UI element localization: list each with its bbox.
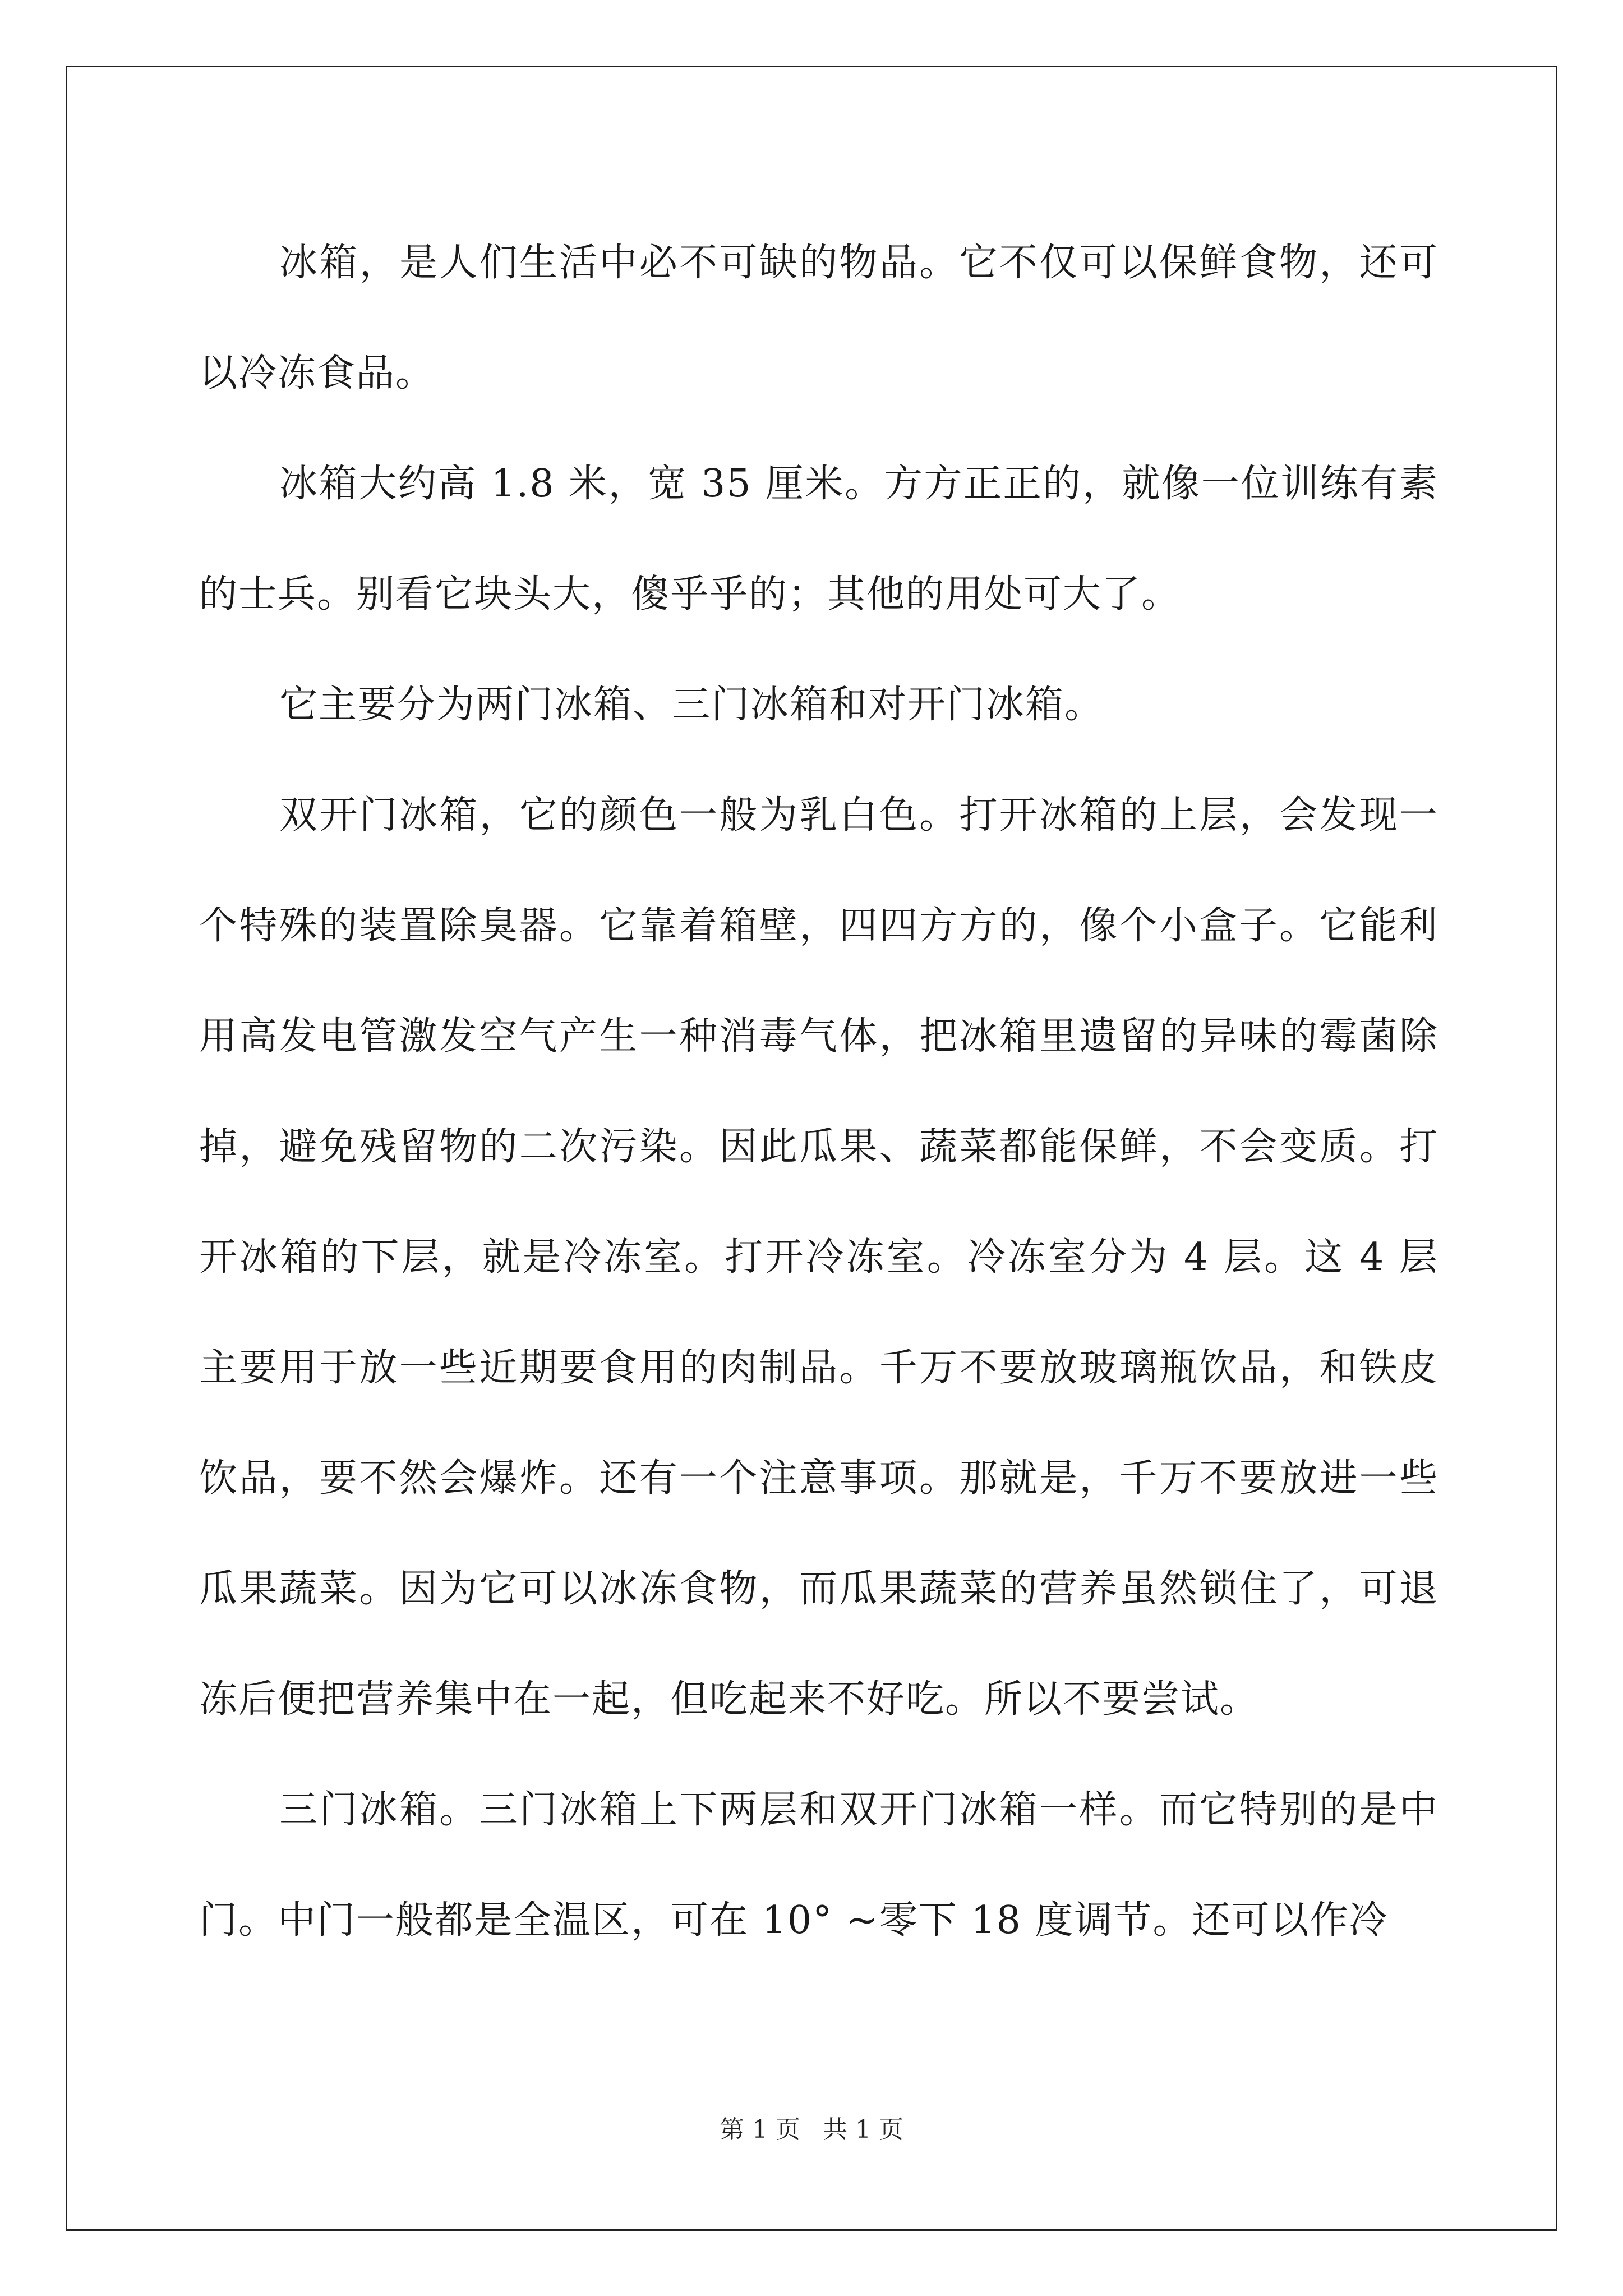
paragraph: 双开门冰箱，它的颜色一般为乳白色。打开冰箱的上层，会发现一个特殊的装置除臭器。它靠着箱壁，四四方方的，像个小盒子。它能利用高发电管激发空气产生一种消毒气体，把冰箱里遗留的异味的霉菌除掉，避免残留物的二次污染。因此瓜果、蔬菜都能保鲜，不会变质。打开冰箱的下层，就是冷冻室。打开冷冻室。冷冻室分为 4 层。这 4 层主要用于放一些近期要食用的肉制品。千万不要放玻璃瓶饮品，和铁皮饮品，要不然会爆炸。还有一个注意事项。那就是，千万不要放进一些瓜果蔬菜。因为它可以冰冻食物，而瓜果蔬菜的营养虽然锁住了，可退冻后便把营养集中在一起，但吃起来不好吃。所以不要尝试。 xyxy=(199,793,1438,1722)
paragraph: 冰箱，是人们生活中必不可缺的物品。它不仅可以保鲜食物，还可以冷冻食品。 xyxy=(199,241,1438,395)
page-number: 第 1 页 xyxy=(720,2115,800,2144)
page-footer xyxy=(0,2109,1623,2145)
document-body xyxy=(199,208,1438,1976)
paragraph: 它主要分为两门冰箱、三门冰箱和对开门冰箱。 xyxy=(279,683,1104,727)
page-total: 共 1 页 xyxy=(823,2115,903,2144)
paragraph: 冰箱大约高 1.8 米，宽 35 厘米。方方正正的，就像一位训练有素的士兵。别看它块头大，傻乎乎的；其他的用处可大了。 xyxy=(199,462,1438,616)
paragraph: 三门冰箱。三门冰箱上下两层和双开门冰箱一样。而它特别的是中门。中门一般都是全温区，可在 10° ~零下 18 度调节。还可以作冷 xyxy=(199,1788,1438,1943)
